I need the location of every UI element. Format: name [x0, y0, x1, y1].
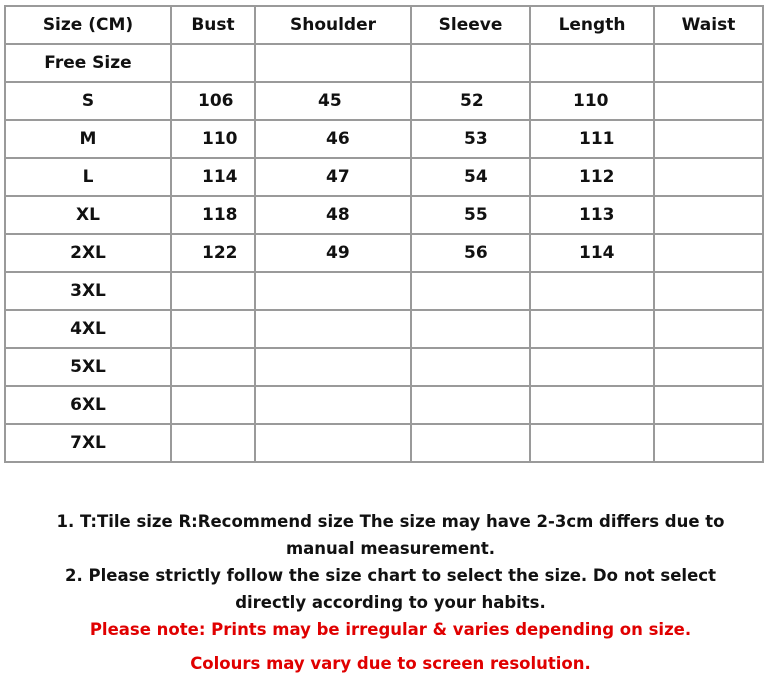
length-cell: [530, 386, 654, 424]
sleeve-cell: 52: [411, 82, 530, 120]
table-row: [5, 272, 763, 310]
bust-cell: 110: [171, 120, 255, 158]
size-cell: XL: [5, 196, 171, 234]
size-cell: Free Size: [5, 44, 171, 82]
sleeve-cell: 55: [411, 196, 530, 234]
sleeve-cell: [411, 310, 530, 348]
bust-cell: [171, 272, 255, 310]
waist-cell: [654, 310, 763, 348]
size-cell: S: [5, 82, 171, 120]
header-shoulder: Shoulder: [255, 6, 411, 44]
table-row: [5, 120, 763, 158]
table-row: [5, 424, 763, 462]
sleeve-cell: [411, 272, 530, 310]
sleeve-cell: [411, 44, 530, 82]
shoulder-cell: [255, 310, 411, 348]
sleeve-cell: 54: [411, 158, 530, 196]
table-row: [5, 44, 763, 82]
length-cell: [530, 272, 654, 310]
size-cell: 5XL: [5, 348, 171, 386]
shoulder-cell: 49: [255, 234, 411, 272]
waist-cell: [654, 424, 763, 462]
sleeve-cell: 53: [411, 120, 530, 158]
shoulder-cell: [255, 348, 411, 386]
shoulder-cell: 48: [255, 196, 411, 234]
table-row: [5, 196, 763, 234]
sleeve-cell: [411, 386, 530, 424]
size-notes: [0, 508, 781, 677]
size-cell: L: [5, 158, 171, 196]
length-cell: [530, 310, 654, 348]
header-size: Size (CM): [5, 6, 171, 44]
waist-cell: [654, 82, 763, 120]
table-row: [5, 386, 763, 424]
header-waist: Waist: [654, 6, 763, 44]
note-measurement: 1. T:Tile size R:Recommend size The size may have 2-3cm differs due to manual measurement.: [56, 512, 725, 558]
shoulder-cell: 46: [255, 120, 411, 158]
size-cell: M: [5, 120, 171, 158]
waist-cell: [654, 272, 763, 310]
bust-cell: 122: [171, 234, 255, 272]
size-cell: 7XL: [5, 424, 171, 462]
length-cell: [530, 348, 654, 386]
table-row: [5, 82, 763, 120]
shoulder-cell: 45: [255, 82, 411, 120]
sleeve-cell: 56: [411, 234, 530, 272]
size-chart-table: [4, 5, 764, 463]
sleeve-cell: [411, 424, 530, 462]
waist-cell: [654, 120, 763, 158]
waist-cell: [654, 386, 763, 424]
warning-prints: Please note: Prints may be irregular & varies depending on size.: [89, 620, 692, 639]
shoulder-cell: [255, 424, 411, 462]
table-row: [5, 348, 763, 386]
bust-cell: [171, 424, 255, 462]
table-header-row: [5, 6, 763, 44]
waist-cell: [654, 348, 763, 386]
header-sleeve: Sleeve: [411, 6, 530, 44]
note-follow-chart: 2. Please strictly follow the size chart to select the size. Do not select directly according to your habits.: [65, 566, 716, 612]
waist-cell: [654, 44, 763, 82]
length-cell: 110: [530, 82, 654, 120]
shoulder-cell: [255, 386, 411, 424]
bust-cell: 114: [171, 158, 255, 196]
size-cell: 4XL: [5, 310, 171, 348]
bust-cell: 118: [171, 196, 255, 234]
shoulder-cell: [255, 272, 411, 310]
bust-cell: [171, 310, 255, 348]
length-cell: 111: [530, 120, 654, 158]
size-cell: 6XL: [5, 386, 171, 424]
bust-cell: [171, 44, 255, 82]
header-bust: Bust: [171, 6, 255, 44]
shoulder-cell: [255, 44, 411, 82]
length-cell: 112: [530, 158, 654, 196]
length-cell: [530, 424, 654, 462]
warning-colours: Colours may vary due to screen resolution.: [190, 654, 591, 673]
waist-cell: [654, 234, 763, 272]
length-cell: 114: [530, 234, 654, 272]
shoulder-cell: 47: [255, 158, 411, 196]
bust-cell: [171, 348, 255, 386]
bust-cell: [171, 386, 255, 424]
header-length: Length: [530, 6, 654, 44]
table-row: [5, 234, 763, 272]
sleeve-cell: [411, 348, 530, 386]
length-cell: [530, 44, 654, 82]
length-cell: 113: [530, 196, 654, 234]
waist-cell: [654, 196, 763, 234]
size-cell: 3XL: [5, 272, 171, 310]
table-row: [5, 158, 763, 196]
bust-cell: 106: [171, 82, 255, 120]
size-cell: 2XL: [5, 234, 171, 272]
waist-cell: [654, 158, 763, 196]
table-row: [5, 310, 763, 348]
